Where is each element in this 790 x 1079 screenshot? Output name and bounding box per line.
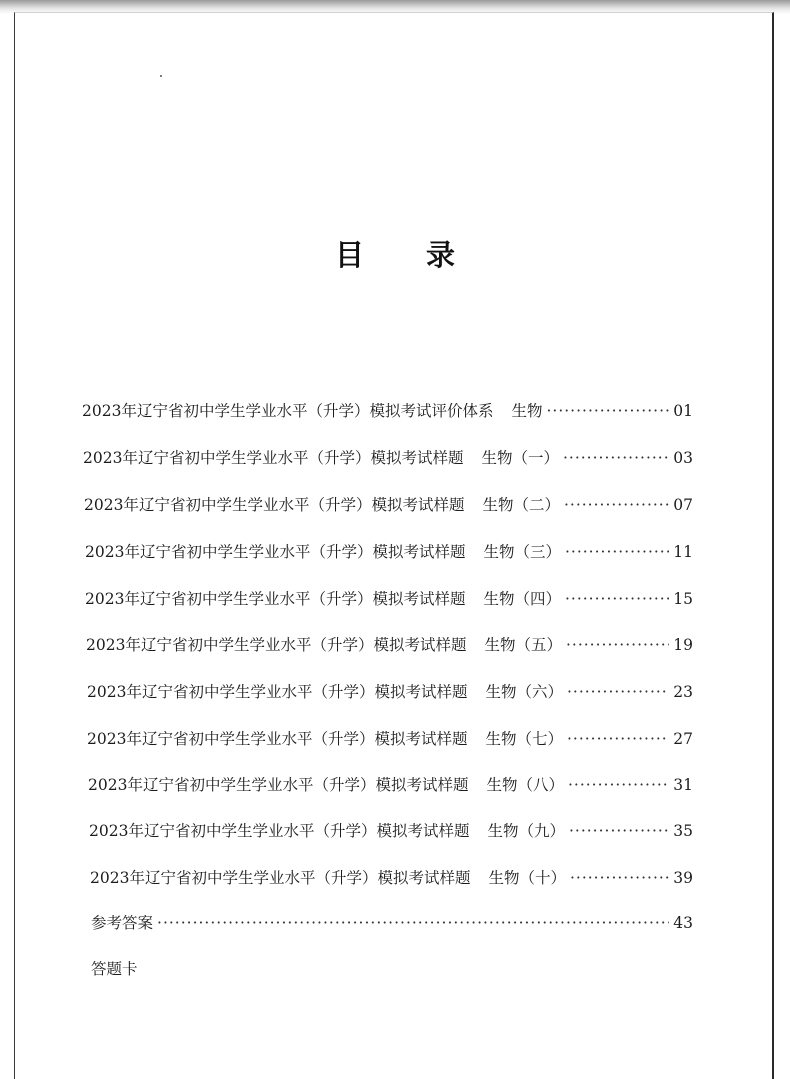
toc-entry[interactable] [86, 633, 693, 657]
toc-leader-dots [563, 449, 669, 467]
toc-entry-title: 2023年辽宁省初中学生学业水平（升学）模拟考试样题 [86, 636, 467, 654]
toc-entry-subject: 生物（一） [481, 449, 559, 467]
toc-page-number: 15 [673, 590, 693, 608]
table-of-contents [15, 13, 775, 1079]
toc-page-number: 01 [673, 402, 693, 420]
toc-entry-subject: 生物（四） [483, 590, 561, 608]
toc-entry-title: 2023年辽宁省初中学生学业水平（升学）模拟考试样题 [85, 543, 466, 561]
toc-page-number: 11 [673, 543, 693, 561]
toc-entry-title: 2023年辽宁省初中学生学业水平（升学）模拟考试样题 [85, 590, 466, 608]
toc-entry-title: 2023年辽宁省初中学生学业水平（升学）模拟考试样题 [87, 683, 468, 701]
toc-entry-title: 2023年辽宁省初中学生学业水平（升学）模拟考试评价体系 [82, 402, 494, 420]
toc-entry[interactable] [88, 773, 693, 797]
page-title: 目 录 [334, 238, 482, 272]
toc-entry-title: 参考答案 [91, 914, 154, 932]
toc-leader-dots [569, 822, 669, 840]
toc-page-number: 19 [673, 636, 693, 654]
toc-leader-dots [565, 543, 669, 561]
toc-entry-subject: 生物（六） [485, 683, 563, 701]
toc-page-number: 43 [673, 914, 693, 932]
toc-leader-dots [570, 869, 669, 887]
toc-entry-subject: 生物（七） [485, 730, 563, 748]
toc-entry-answers[interactable] [91, 911, 693, 935]
toc-entry[interactable] [85, 540, 693, 564]
toc-entry-title: 2023年辽宁省初中学生学业水平（升学）模拟考试样题 [84, 496, 465, 514]
toc-entry-title: 答题卡 [91, 960, 138, 978]
toc-entry-subject: 生物（八） [486, 776, 564, 794]
toc-entry[interactable] [84, 493, 693, 517]
toc-entry-title: 2023年辽宁省初中学生学业水平（升学）模拟考试样题 [88, 776, 469, 794]
toc-page-number: 23 [673, 683, 693, 701]
toc-entry-title: 2023年辽宁省初中学生学业水平（升学）模拟考试样题 [89, 822, 470, 840]
toc-entry-subject: 生物 [511, 402, 543, 420]
toc-page-number: 07 [673, 496, 693, 514]
toc-entry-title: 2023年辽宁省初中学生学业水平（升学）模拟考试样题 [87, 730, 468, 748]
toc-entry[interactable] [82, 399, 693, 423]
toc-page-number: 27 [673, 730, 693, 748]
toc-entry[interactable] [89, 819, 693, 843]
toc-entry[interactable] [87, 680, 693, 704]
toc-entry[interactable] [83, 446, 693, 470]
toc-leader-dots [565, 590, 669, 608]
toc-entry[interactable] [85, 587, 693, 611]
toc-entry-subject: 生物（十） [488, 869, 566, 887]
document-page [14, 12, 774, 1079]
toc-entry-subject: 生物（二） [482, 496, 560, 514]
toc-entry[interactable] [90, 866, 693, 890]
toc-entry-subject: 生物（五） [484, 636, 562, 654]
toc-page-number: 35 [673, 822, 693, 840]
toc-leader-dots [567, 683, 669, 701]
toc-entry[interactable] [87, 727, 693, 751]
toc-page-number: 39 [673, 869, 693, 887]
toc-page-number: 31 [673, 776, 693, 794]
toc-leader-dots [564, 496, 669, 514]
toc-entry-subject: 生物（九） [487, 822, 565, 840]
toc-leader-dots [157, 914, 669, 932]
toc-page-number: 03 [673, 449, 693, 467]
toc-leader-dots [566, 636, 669, 654]
toc-leader-dots [567, 730, 669, 748]
toc-entry-title: 2023年辽宁省初中学生学业水平（升学）模拟考试样题 [83, 449, 464, 467]
toc-entry-answer-sheet[interactable] [91, 957, 291, 981]
toc-leader-dots [568, 776, 669, 794]
toc-entry-subject: 生物（三） [483, 543, 561, 561]
toc-entry-title: 2023年辽宁省初中学生学业水平（升学）模拟考试样题 [90, 869, 471, 887]
toc-leader-dots [546, 402, 669, 420]
